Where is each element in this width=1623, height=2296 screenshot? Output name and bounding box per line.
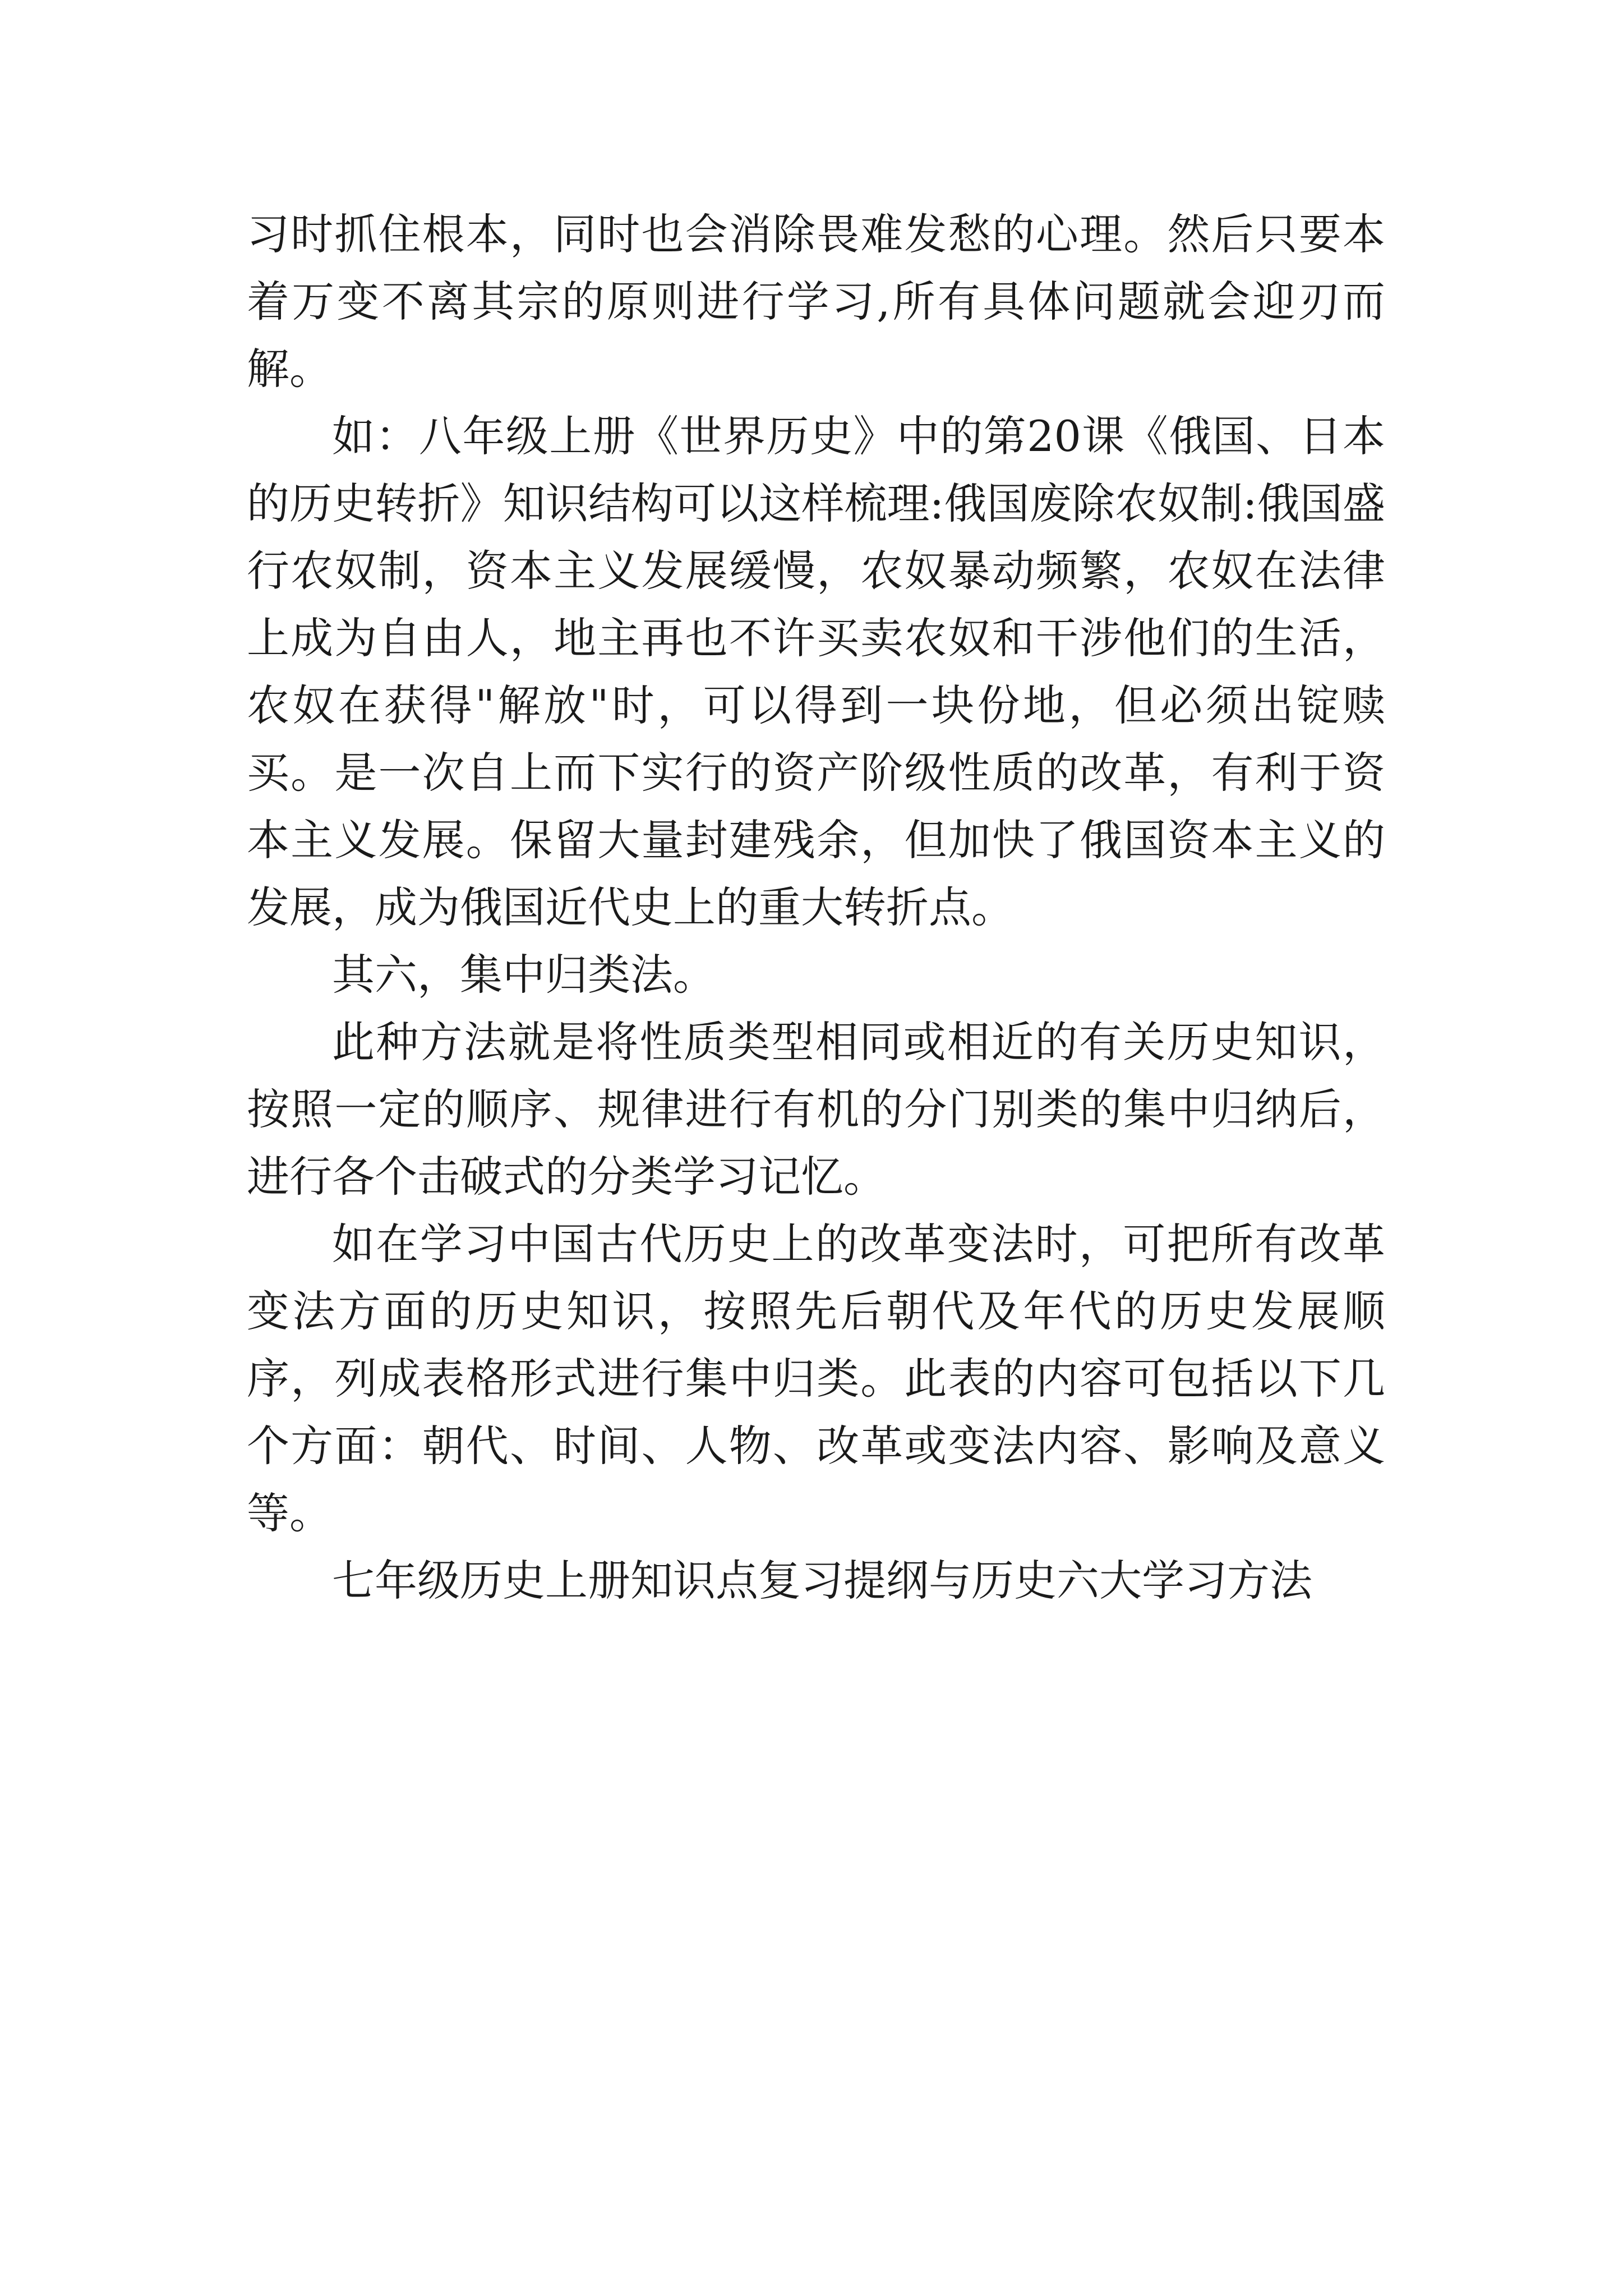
- paragraph-method-description: 此种方法就是将性质类型相同或相近的有关历史知识，按照一定的顺序、规律进行有机的分门别类的集中归纳后，进行各个击破式的分类学习记忆。: [247, 1017, 1385, 1202]
- document-title-footer: 七年级历史上册知识点复习提纲与历史六大学习方法: [332, 1556, 1312, 1605]
- paragraph-example-reform-table: 如在学习中国古代历史上的改革变法时，可把所有改革变法方面的历史知识，按照先后朝代及年代的历史发展顺序，列成表格形式进行集中归类。此表的内容可包括以下几个方面：朝代、时间、人物、改革或变法内容、影响及意义等。: [247, 1219, 1385, 1538]
- section-heading-method-six: 其六，集中归类法。: [332, 950, 716, 1000]
- document-body: [247, 201, 1385, 1614]
- paragraph-continuation: 习时抓住根本，同时也会消除畏难发愁的心理。然后只要本着万变不离其宗的原则进行学习,所有具体问题就会迎刃而解。: [247, 209, 1385, 394]
- paragraph-example-russia-reform: 如：八年级上册《世界历史》中的第20课《俄国、日本的历史转折》知识结构可以这样梳理:俄国废除农奴制:俄国盛行农奴制，资本主义发展缓慢，农奴暴动频繁，农奴在法律上成为自由人，地主再也不许买卖农奴和干涉他们的生活，农奴在获得"解放"时，可以得到一块份地，但必须出锭赎买。是一次自上而下实行的资产阶级性质的改革，有利于资本主义发展。保留大量封建残余，但加快了俄国资本主义的发展，成为俄国近代史上的重大转折点。: [247, 411, 1385, 932]
